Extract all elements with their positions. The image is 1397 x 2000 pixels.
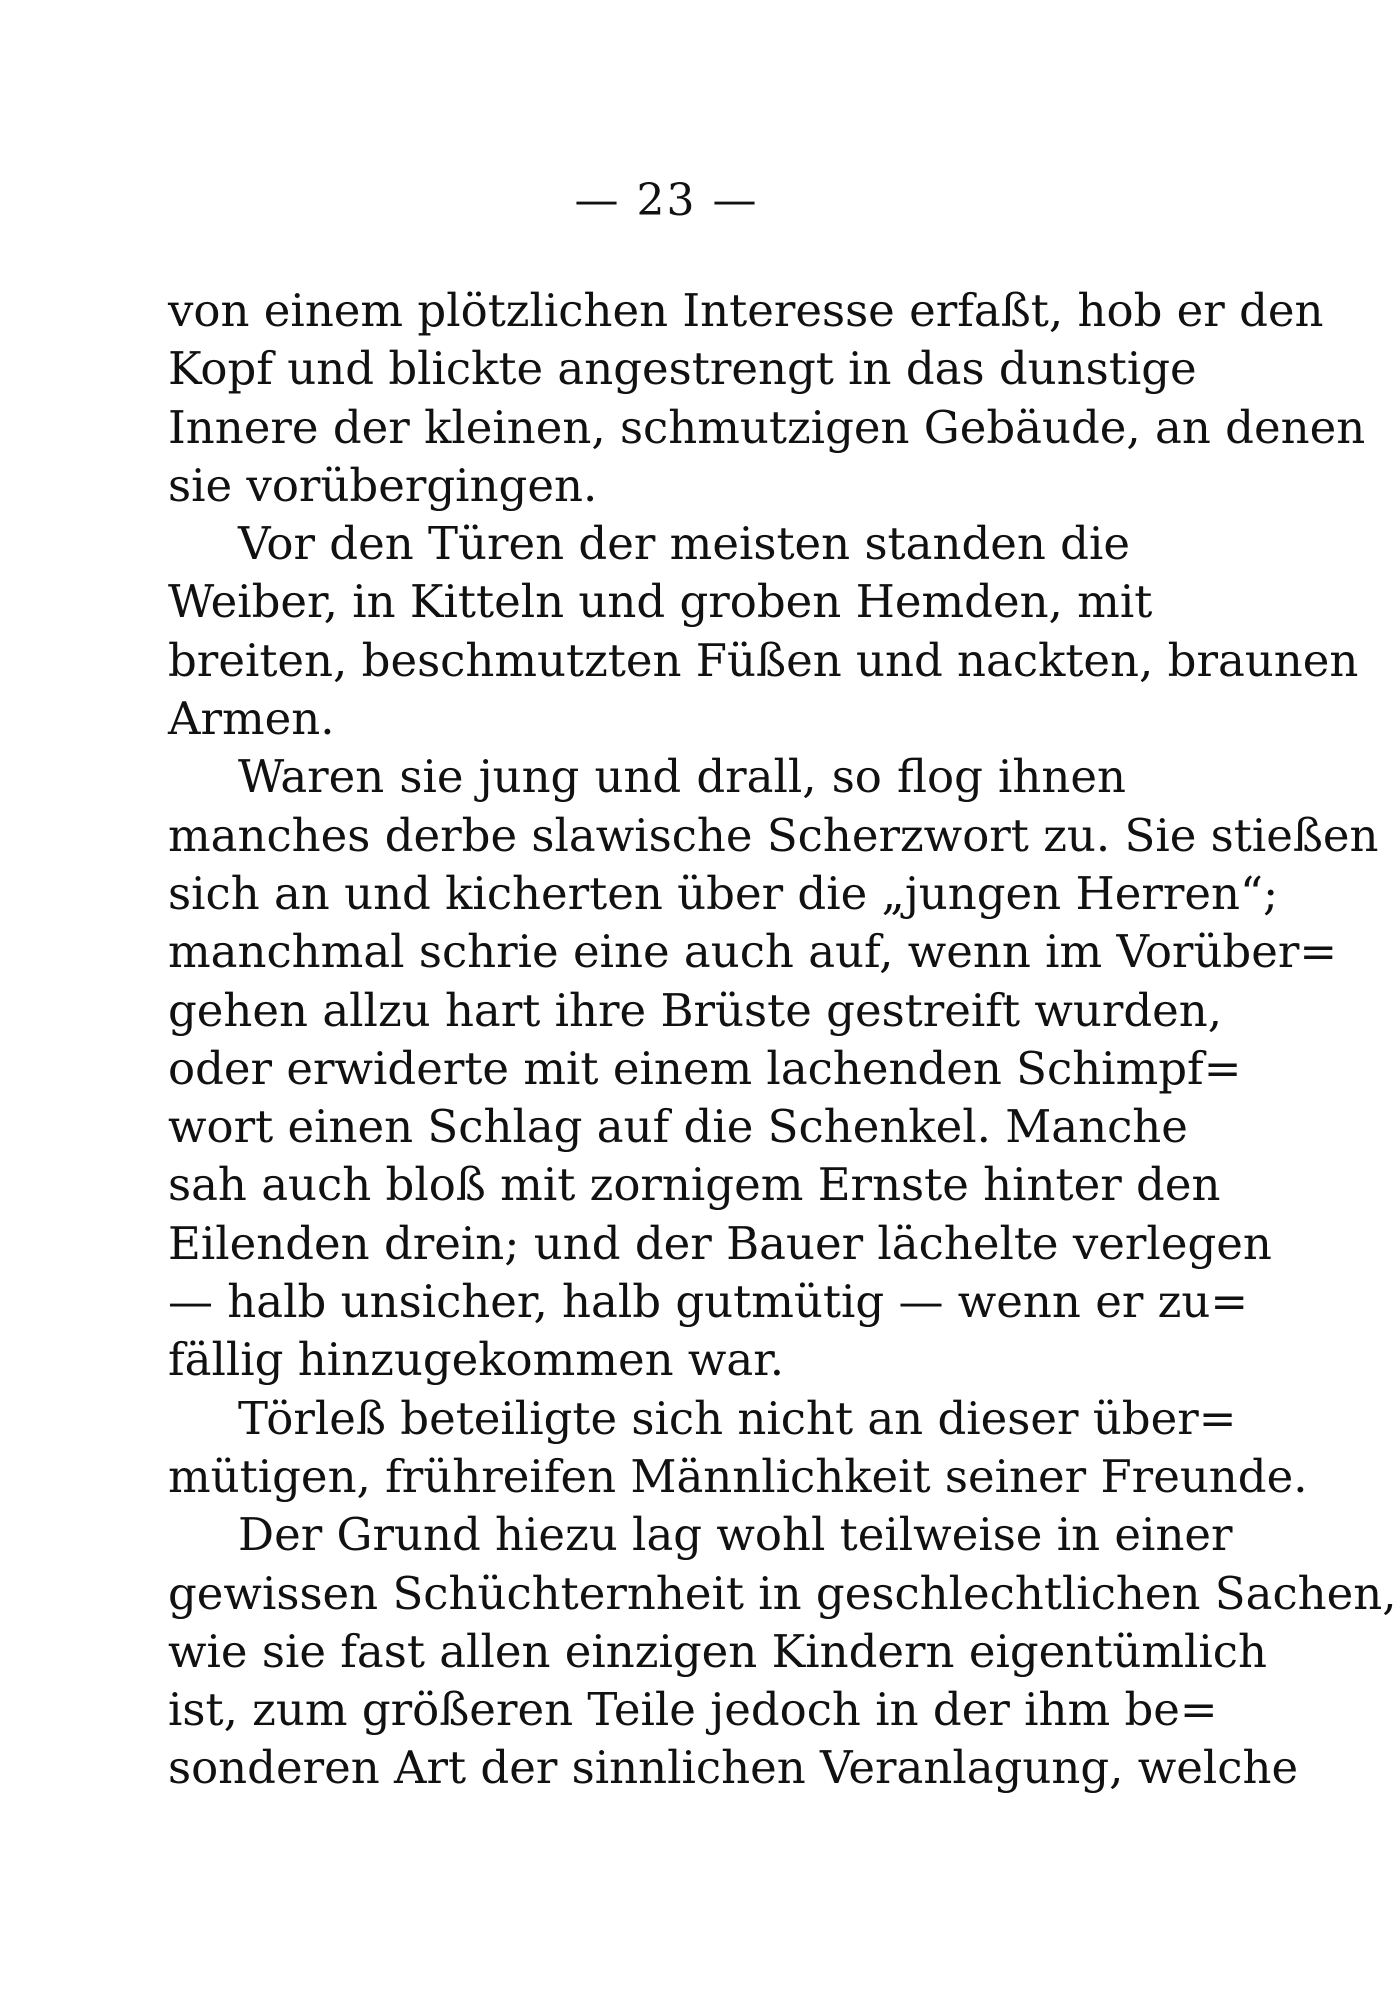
text-line: Waren sie jung und drall, so flog ihnen <box>238 750 1126 804</box>
text-line: gewissen Schüchternheit in geschlechtlichen Sachen, <box>168 1566 1397 1620</box>
text-line: Eilenden drein; und der Bauer lächelte verlegen <box>168 1216 1272 1270</box>
text-line: Vor den Türen der meisten standen die <box>238 517 1131 571</box>
text-line: mütigen, frühreifen Männlichkeit seiner Freunde. <box>168 1449 1308 1503</box>
text-line: sah auch bloß mit zornigem Ernste hinter den <box>168 1158 1221 1212</box>
text-line: Der Grund hiezu lag wohl teilweise in einer <box>238 1508 1233 1562</box>
text-line: breiten, beschmutzten Füßen und nackten, braunen <box>168 633 1359 687</box>
text-line: manches derbe slawische Scherzwort zu. Sie stießen <box>168 808 1379 862</box>
text-line: Innere der kleinen, schmutzigen Gebäude, an denen <box>168 400 1366 454</box>
text-line: Armen. <box>168 692 335 746</box>
text-line: sich an und kicherten über die „jungen Herren“; <box>168 866 1279 920</box>
text-line: wie sie fast allen einzigen Kindern eigentümlich <box>168 1624 1267 1678</box>
text-line: manchmal schrie eine auch auf, wenn im Vorüber= <box>168 925 1338 979</box>
text-line: gehen allzu hart ihre Brüste gestreift wurden, <box>168 983 1223 1037</box>
text-line: von einem plötzlichen Interesse erfaßt, hob er den <box>168 284 1324 337</box>
text-line: Kopf und blickte angestrengt in das dunstige <box>168 342 1197 396</box>
body-text <box>168 282 1397 1798</box>
text-line: sie vorübergingen. <box>168 458 598 512</box>
text-line: fällig hinzugekommen war. <box>168 1333 785 1387</box>
text-line: oder erwiderte mit einem lachenden Schimpf= <box>168 1041 1242 1095</box>
text-line: Törleß beteiligte sich nicht an dieser über= <box>238 1391 1237 1445</box>
text-line: ist, zum größeren Teile jedoch in der ihm be= <box>168 1683 1218 1737</box>
text-line: wort einen Schlag auf die Schenkel. Manche <box>168 1100 1188 1154</box>
text-line: — halb unsicher, halb gutmütig — wenn er zu= <box>168 1275 1249 1329</box>
page-number: — 23 — <box>574 175 759 226</box>
text-line: sonderen Art der sinnlichen Veranlagung, welche <box>168 1741 1299 1795</box>
text-line: Weiber, in Kitteln und groben Hemden, mit <box>168 575 1153 629</box>
